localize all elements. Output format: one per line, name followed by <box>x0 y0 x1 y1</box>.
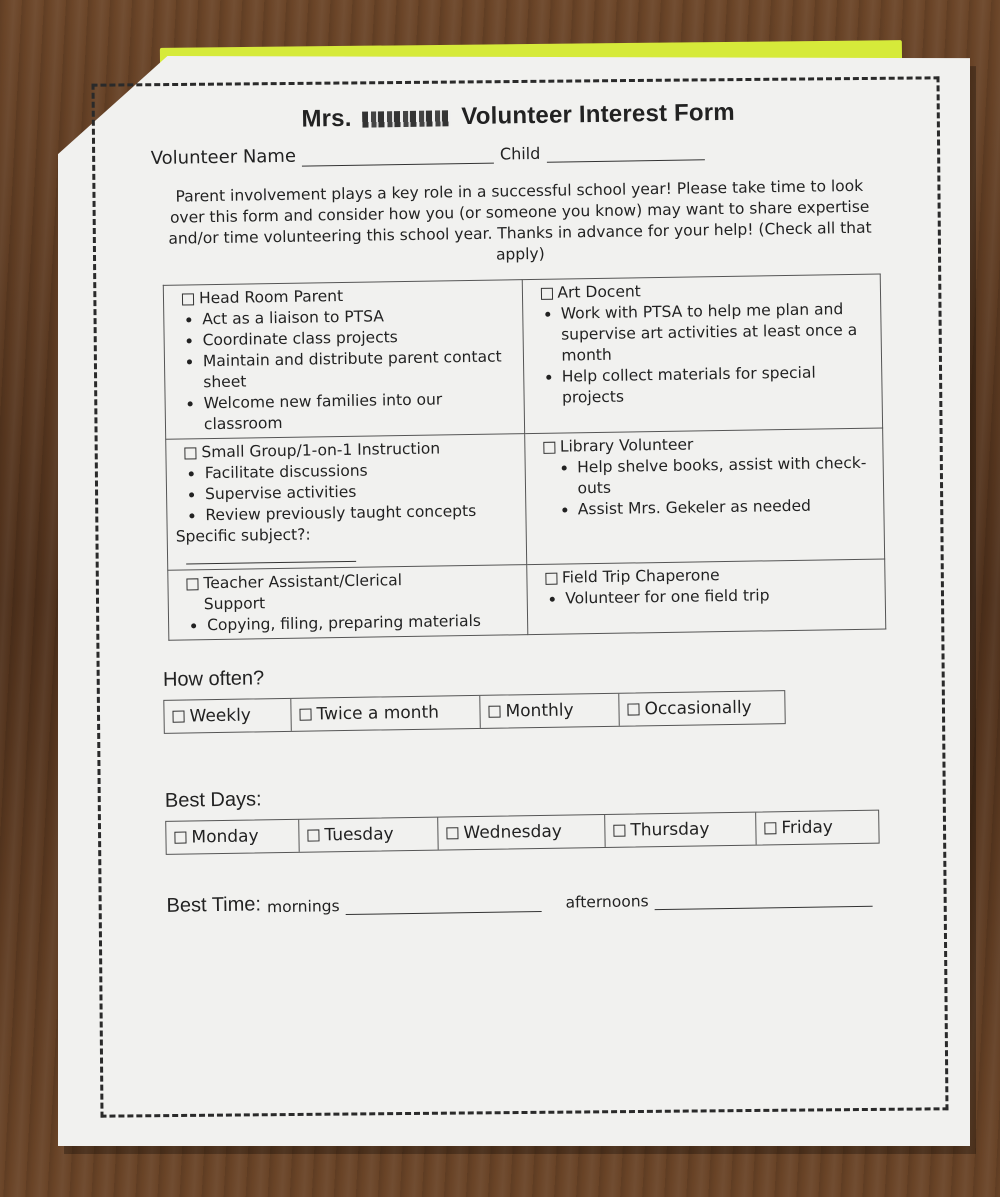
art-docent-checkbox[interactable] <box>540 287 552 299</box>
mornings-label: mornings <box>266 897 340 917</box>
best-days-options <box>165 810 879 855</box>
specific-subject-field[interactable] <box>186 547 356 565</box>
role-cell-small-group <box>166 434 527 571</box>
option-monthly[interactable] <box>480 694 619 728</box>
role-cell-teacher-assistant <box>168 565 528 641</box>
head-room-title: Head Room Parent <box>198 286 344 308</box>
list-item: • Volunteer for one field trip <box>565 584 875 610</box>
option-label: Wednesday <box>463 821 563 844</box>
option-wednesday[interactable] <box>438 815 605 850</box>
checkbox[interactable] <box>446 827 458 839</box>
list-item: • Maintain and distribute parent contact sheet <box>203 346 513 393</box>
intro-paragraph: Parent involvement plays a key role in a successful school year! Please take time to look over this form and consider how you (or someone you know) may want to share expertise and/or time volunteering this school year. Thanks in advance for your help! (Check all that apply) <box>168 176 872 264</box>
checkbox[interactable] <box>172 711 184 723</box>
option-twice-a-month[interactable] <box>291 696 480 731</box>
teacher-assistant-title: Teacher Assistant/Clerical Support <box>203 571 403 614</box>
option-occasionally[interactable] <box>619 691 784 726</box>
checkbox[interactable] <box>627 703 639 715</box>
list-item: • Copying, filing, preparing materials <box>207 610 517 636</box>
list-item: • Welcome new families into our classroom <box>203 388 513 435</box>
checkbox[interactable] <box>307 829 319 841</box>
afternoons-label: afternoons <box>565 892 649 912</box>
list-item: • Assist Mrs. Gekeler as needed <box>578 495 874 521</box>
checkbox[interactable] <box>488 706 500 718</box>
small-group-checkbox[interactable] <box>184 447 196 459</box>
redacted-name <box>362 110 450 127</box>
checkbox[interactable] <box>764 822 776 834</box>
option-label: Monday <box>191 826 259 848</box>
afternoons-field[interactable] <box>655 890 873 910</box>
option-label: Weekly <box>189 705 252 727</box>
child-label: Child <box>499 143 541 164</box>
art-docent-title: Art Docent <box>557 282 641 302</box>
option-label: Occasionally <box>644 697 752 720</box>
role-cell-field-trip <box>526 559 886 635</box>
mornings-field[interactable] <box>345 895 541 915</box>
role-cell-head-room <box>163 280 524 440</box>
list-item: • Supervise activities <box>205 479 515 505</box>
volunteer-name-label: Volunteer Name <box>150 145 297 169</box>
option-label: Monthly <box>505 700 574 722</box>
option-monday[interactable] <box>166 820 299 854</box>
volunteer-form <box>150 96 899 917</box>
name-row <box>151 136 887 169</box>
checkbox[interactable] <box>174 832 186 844</box>
how-often-label: How often? <box>162 667 265 691</box>
option-label: Twice a month <box>316 702 440 725</box>
option-weekly[interactable] <box>164 699 291 733</box>
option-label: Friday <box>781 817 834 839</box>
library-checkbox[interactable] <box>543 441 555 453</box>
option-tuesday[interactable] <box>299 818 438 852</box>
child-name-field[interactable] <box>546 143 704 162</box>
list-item: • Facilitate discussions <box>205 458 515 484</box>
library-title: Library Volunteer <box>559 435 694 456</box>
best-days-label: Best Days: <box>164 788 262 812</box>
teacher-assistant-checkbox[interactable] <box>186 578 198 590</box>
roles-table <box>163 274 887 641</box>
small-group-title: Small Group/1-on-1 Instruction <box>201 439 441 462</box>
list-item: • Act as a liaison to PTSA <box>202 304 512 330</box>
volunteer-name-field[interactable] <box>302 147 494 167</box>
how-often-options <box>163 690 785 734</box>
title-suffix: Volunteer Interest Form <box>461 98 736 131</box>
role-cell-library <box>524 428 885 565</box>
checkbox[interactable] <box>299 709 311 721</box>
option-thursday[interactable] <box>605 813 756 847</box>
list-item: • Help shelve books, assist with check-outs <box>577 453 873 500</box>
option-label: Thursday <box>630 819 710 841</box>
title-prefix: Mrs. <box>301 104 352 133</box>
specific-subject-label: Specific subject?: <box>175 525 311 546</box>
role-cell-art-docent <box>522 274 883 434</box>
list-item: • Work with PTSA to help me plan and supervise art activities at least once a month <box>561 299 871 367</box>
head-room-checkbox[interactable] <box>182 293 194 305</box>
checkbox[interactable] <box>613 825 625 837</box>
option-label: Tuesday <box>324 824 394 846</box>
list-item: • Review previously taught concepts <box>205 500 515 526</box>
list-item: • Help collect materials for special projects <box>562 362 872 409</box>
best-time-label: Best Time: <box>166 893 262 917</box>
list-item: • Coordinate class projects <box>202 325 512 351</box>
field-trip-checkbox[interactable] <box>545 572 557 584</box>
field-trip-title: Field Trip Chaperone <box>561 566 720 587</box>
option-friday[interactable] <box>756 811 878 845</box>
